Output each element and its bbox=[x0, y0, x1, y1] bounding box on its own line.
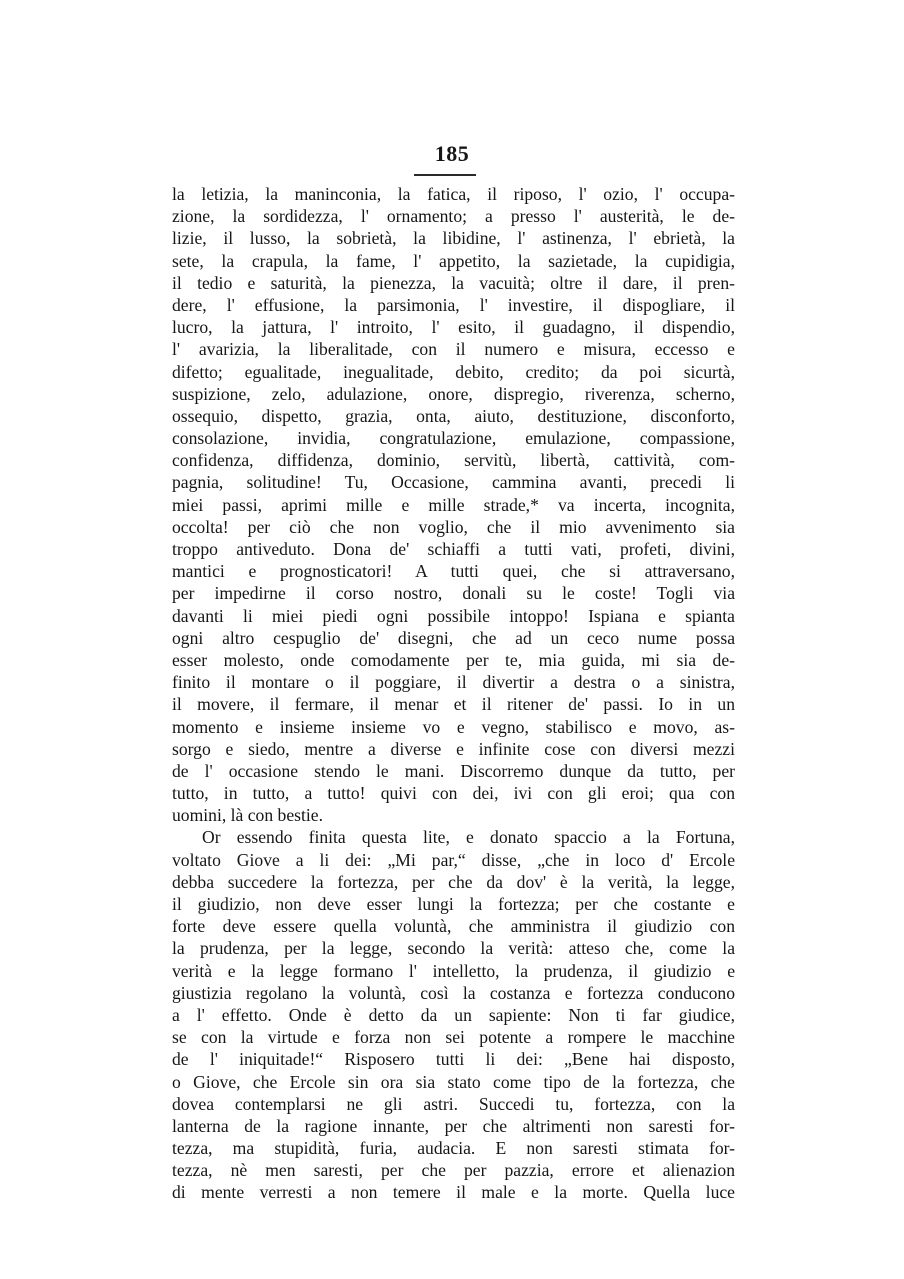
text-line: sorgo e siedo, mentre a diverse e infinite cose con diversi mezzi bbox=[172, 738, 735, 759]
text-line: suspizione, zelo, adulazione, onore, dispregio, riverenza, scherno, bbox=[172, 383, 735, 404]
header-rule bbox=[414, 174, 476, 176]
text-line: il movere, il fermare, il menar et il ritener de' passi. Io in un bbox=[172, 694, 735, 715]
text-line: la prudenza, per la legge, secondo la verità: atteso che, come la bbox=[172, 938, 735, 959]
text-line: voltato Giove a li dei: „Mi par,“ disse, „che in loco d' Ercole bbox=[172, 849, 735, 870]
text-line: lucro, la jattura, l' introito, l' esito, il guadagno, il dispendio, bbox=[172, 317, 735, 338]
text-line: a l' effetto. Onde è detto da un sapiente: Non ti far giudice, bbox=[172, 1004, 735, 1025]
text-line: per impedirne il corso nostro, donali su le coste! Togli via bbox=[172, 583, 735, 604]
text-line: de l' occasione stendo le mani. Discorremo dunque da tutto, per bbox=[172, 760, 735, 781]
text-line: davanti li miei piedi ogni possibile intoppo! Ispiana e spianta bbox=[172, 605, 735, 626]
text-line: dere, l' effusione, la parsimonia, l' investire, il dispogliare, il bbox=[172, 294, 735, 315]
text-line: confidenza, diffidenza, dominio, servitù, libertà, cattività, com- bbox=[172, 450, 735, 471]
text-line: esser molesto, onde comodamente per te, mia guida, mi sia de- bbox=[172, 649, 735, 670]
text-line: ogni altro cespuglio de' disegni, che ad un ceco nume possa bbox=[172, 627, 735, 648]
text-line: lanterna de la ragione innante, per che altrimenti non saresti for- bbox=[172, 1115, 735, 1136]
text-line: il tedio e saturità, la pienezza, la vacuità; oltre il dare, il pren- bbox=[172, 272, 735, 293]
text-line: uomini, là con bestie. bbox=[172, 805, 323, 826]
text-line: pagnia, solitudine! Tu, Occasione, cammina avanti, precedi li bbox=[172, 472, 735, 493]
text-line: momento e insieme insieme vo e vegno, stabilisco e movo, as- bbox=[172, 716, 735, 737]
text-line: de l' iniquitade!“ Risposero tutti li dei: „Bene hai disposto, bbox=[172, 1049, 735, 1070]
text-line: di mente verresti a non temere il male e la morte. Quella luce bbox=[172, 1182, 735, 1203]
text-line: occolta! per ciò che non voglio, che il mio avvenimento sia bbox=[172, 516, 735, 537]
text-line: il giudizio, non deve esser lungi la fortezza; per che costante e bbox=[172, 894, 735, 914]
body-text bbox=[172, 183, 735, 1204]
text-line: giustizia regolano la voluntà, così la costanza e fortezza conducono bbox=[172, 982, 735, 1003]
text-line: tezza, ma stupidità, furia, audacia. E non saresti stimata for- bbox=[172, 1138, 735, 1159]
text-line: dovea contemplarsi ne gli astri. Succedi tu, fortezza, con la bbox=[172, 1093, 735, 1114]
text-line: forte deve essere quella voluntà, che amministra il giudizio con bbox=[172, 916, 735, 937]
text-line: l' avarizia, la liberalitade, con il numero e misura, eccesso e bbox=[172, 339, 735, 360]
page-number: 185 bbox=[434, 141, 470, 166]
text-line: verità e la legge formano l' intelletto, la prudenza, il giudizio e bbox=[172, 960, 735, 981]
text-line: tutto, in tutto, a tutto! quivi con dei, ivi con gli eroi; qua con bbox=[172, 783, 735, 804]
text-line: consolazione, invidia, congratulazione, emulazione, compassione, bbox=[172, 428, 735, 449]
text-line: se con la virtude e forza non sei potente a rompere le macchine bbox=[172, 1027, 735, 1048]
text-line: o Giove, che Ercole sin ora sia stato come tipo de la fortezza, che bbox=[172, 1071, 735, 1092]
text-line: mantici e prognosticatori! A tutti quei, che si attraversano, bbox=[172, 561, 735, 582]
text-line: tezza, nè men saresti, per che per pazzia, errore et alienazion bbox=[172, 1160, 735, 1181]
text-line: ossequio, dispetto, grazia, onta, aiuto, destituzione, disconforto, bbox=[172, 405, 735, 426]
text-line: miei passi, aprimi mille e mille strade,* va incerta, incognita, bbox=[172, 494, 735, 515]
text-line: sete, la crapula, la fame, l' appetito, la sazietade, la cupidigia, bbox=[172, 250, 735, 271]
text-line: difetto; egualitade, inegualitade, debito, credito; da poi sicurtà, bbox=[172, 361, 735, 382]
text-line: zione, la sordidezza, l' ornamento; a presso l' austerità, le de- bbox=[172, 206, 735, 227]
text-line: lizie, il lusso, la sobrietà, la libidine, l' astinenza, l' ebrietà, la bbox=[172, 228, 735, 249]
text-line: finito il montare o il poggiare, il divertir a destra o a sinistra, bbox=[172, 672, 735, 693]
text-line: debba succedere la fortezza, per che da dov' è la verità, la legge, bbox=[172, 871, 735, 892]
text-line: troppo antiveduto. Dona de' schiaffi a tutti vati, profeti, divini, bbox=[172, 539, 735, 559]
text-line: Or essendo finita questa lite, e donato spaccio a la Fortuna, bbox=[202, 827, 735, 848]
text-line: la letizia, la maninconia, la fatica, il riposo, l' ozio, l' occupa- bbox=[172, 184, 735, 204]
